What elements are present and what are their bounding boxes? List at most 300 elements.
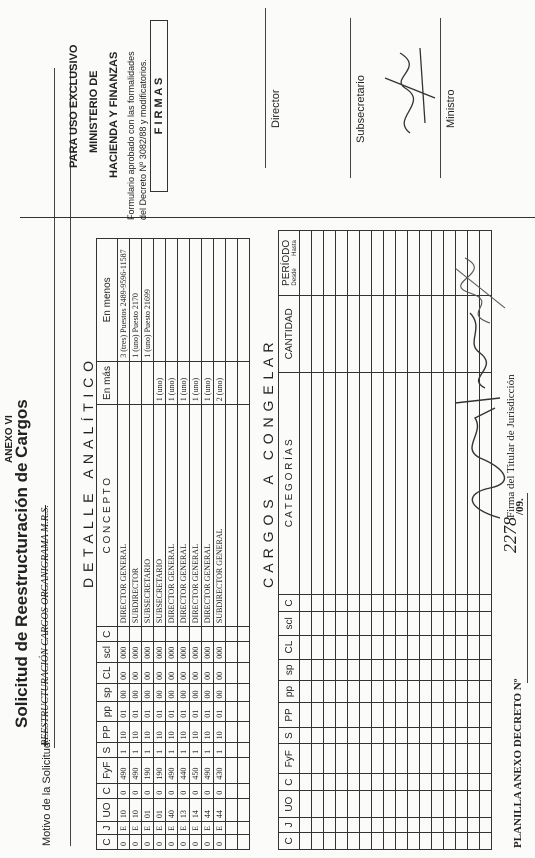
annex-label: ANEXO VI	[4, 415, 15, 463]
ministro-signature	[380, 38, 440, 138]
freeze-cell	[360, 727, 372, 744]
detail-cell: 00	[118, 683, 130, 702]
freeze-cell	[336, 635, 348, 659]
detail-cell: DIRECTOR GENERAL	[178, 405, 190, 627]
freeze-col-header: C	[279, 832, 300, 849]
ministro-label: Ministro	[445, 89, 457, 128]
detail-cell: 000	[214, 642, 226, 662]
detail-cell: 44	[202, 798, 214, 821]
freeze-cell	[384, 832, 396, 849]
freeze-cell	[312, 681, 324, 703]
freeze-col-header: PP	[279, 703, 300, 728]
detail-cell: 0	[142, 834, 154, 849]
freeze-cell	[456, 727, 468, 744]
freeze-cell	[420, 818, 432, 833]
freeze-cell	[372, 635, 384, 659]
detail-cell	[130, 627, 142, 642]
detail-col-header: C	[97, 627, 118, 642]
detail-col-header: UO	[97, 798, 118, 821]
detail-cell: 00	[154, 683, 166, 702]
detail-cell: 0	[118, 834, 130, 849]
detail-col-header: scl	[97, 642, 118, 662]
freeze-cell	[360, 773, 372, 790]
detail-cell	[226, 239, 238, 362]
freeze-cell	[396, 295, 408, 372]
freeze-cell	[348, 727, 360, 744]
detail-col-header: J	[97, 822, 118, 835]
freeze-cell	[396, 231, 408, 296]
freeze-empty-row	[300, 231, 312, 850]
freeze-cell	[384, 635, 396, 659]
freeze-cell	[396, 791, 408, 818]
detail-cell: 000	[178, 642, 190, 662]
detail-cell: 000	[142, 642, 154, 662]
detail-cell: 490	[166, 757, 178, 783]
detail-cell	[226, 798, 238, 821]
freeze-cell	[396, 594, 408, 611]
director-label: Director	[270, 89, 282, 128]
freeze-cell	[348, 703, 360, 728]
freeze-cell	[360, 744, 372, 773]
freeze-cell	[408, 791, 420, 818]
detail-cell	[190, 239, 202, 362]
detail-cell	[226, 834, 238, 849]
detail-cell: 0	[166, 834, 178, 849]
freeze-cell	[312, 703, 324, 728]
detail-cell: 1 (uno)	[190, 361, 202, 404]
freeze-cell	[432, 832, 444, 849]
detail-cell: 00	[178, 662, 190, 683]
detail-cell: 01	[166, 702, 178, 721]
detail-cell: 00	[202, 662, 214, 683]
freeze-cell	[468, 832, 480, 849]
freeze-cell	[336, 727, 348, 744]
freeze-cell	[372, 659, 384, 680]
freeze-cell	[312, 727, 324, 744]
freeze-cell	[348, 295, 360, 372]
detail-cell: 1	[166, 743, 178, 758]
detail-cell: 10	[214, 721, 226, 743]
detail-cell	[214, 239, 226, 362]
detail-cell: 00	[118, 662, 130, 683]
detail-cell: 01	[130, 702, 142, 721]
detail-col-header: CL	[97, 662, 118, 683]
freeze-cell	[420, 372, 432, 594]
detail-cell: 44	[214, 798, 226, 821]
detail-cell: DIRECTOR GENERAL	[202, 405, 214, 627]
freeze-cell	[468, 727, 480, 744]
freeze-cell	[396, 744, 408, 773]
detail-cell: 10	[130, 798, 142, 821]
freeze-empty-row	[432, 231, 444, 850]
subsecretario-line	[350, 18, 351, 178]
detail-cell: 000	[118, 642, 130, 662]
freeze-cell	[300, 773, 312, 790]
detail-cell	[166, 627, 178, 642]
freeze-cell	[444, 818, 456, 833]
freeze-cell	[468, 594, 480, 611]
freeze-cell	[372, 832, 384, 849]
freeze-empty-row	[384, 231, 396, 850]
motivo-label: Motivo de la Solicitud:	[41, 739, 53, 846]
freeze-cell	[372, 681, 384, 703]
detail-cell: 490	[130, 757, 142, 783]
detail-cell: E	[190, 822, 202, 835]
detail-cell: 00	[190, 662, 202, 683]
detail-cell	[226, 702, 238, 721]
freeze-cell	[480, 703, 492, 728]
freeze-cell	[420, 773, 432, 790]
freeze-cell	[336, 832, 348, 849]
detail-cell: 01	[142, 702, 154, 721]
detail-cell: DIRECTOR GENERAL	[190, 405, 202, 627]
freeze-cell	[324, 295, 336, 372]
freeze-cell	[420, 681, 432, 703]
freeze-cell	[300, 635, 312, 659]
freeze-cell	[420, 832, 432, 849]
detail-cell: 01	[142, 798, 154, 821]
freeze-cell	[420, 744, 432, 773]
freeze-cell	[480, 659, 492, 680]
detail-cell: 1	[118, 743, 130, 758]
decree-underline	[527, 493, 528, 683]
freeze-cell	[432, 703, 444, 728]
detail-cell: 0	[178, 834, 190, 849]
detail-cell	[226, 757, 238, 783]
detail-empty-row	[238, 239, 250, 850]
freeze-cell	[324, 372, 336, 594]
freeze-cell	[468, 818, 480, 833]
detail-cell: 0	[214, 834, 226, 849]
freeze-col-header: CL	[279, 635, 300, 659]
motivo-underline-2	[70, 66, 71, 846]
detail-cell: 00	[130, 662, 142, 683]
titular-signature-2	[450, 248, 510, 328]
detail-cell: 10	[178, 721, 190, 743]
freeze-cell	[300, 791, 312, 818]
freeze-cell	[432, 594, 444, 611]
detail-cell: 1 (uno)	[154, 361, 166, 404]
planilla-label: PLANILLA ANEXO DECRETO Nº	[512, 678, 524, 848]
detail-cell: DIRECTOR GENERAL	[166, 405, 178, 627]
freeze-cell	[372, 295, 384, 372]
detail-cell: 01	[214, 702, 226, 721]
freeze-col-header: sp	[279, 659, 300, 680]
freeze-cell	[396, 635, 408, 659]
detail-cell	[202, 627, 214, 642]
subsecretario-label: Subsecretario	[355, 75, 367, 143]
detail-cell: E	[154, 822, 166, 835]
freeze-cell	[312, 832, 324, 849]
freeze-cell	[372, 703, 384, 728]
detail-cell: 190	[154, 757, 166, 783]
freeze-col-header	[279, 231, 300, 296]
freeze-cell	[408, 612, 420, 635]
detail-cell: 10	[190, 721, 202, 743]
freeze-cell	[468, 635, 480, 659]
freeze-col-header: S	[279, 727, 300, 744]
detail-table	[96, 238, 250, 850]
freeze-cell	[432, 659, 444, 680]
detail-cell	[238, 405, 250, 627]
detail-cell	[238, 834, 250, 849]
freeze-cell	[360, 791, 372, 818]
detail-cell: 490	[202, 757, 214, 783]
detail-heading: D E T A L L E A N A L Í T I C O	[80, 359, 96, 588]
freeze-cell	[324, 727, 336, 744]
freeze-cell	[324, 703, 336, 728]
detail-cell: 01	[154, 798, 166, 821]
detail-cell: SUBSECRETARIO	[142, 405, 154, 627]
detail-cell: 430	[214, 757, 226, 783]
freeze-cell	[336, 791, 348, 818]
freeze-cell	[468, 659, 480, 680]
freeze-cell	[480, 832, 492, 849]
period-sub-label: Hasta	[291, 240, 298, 256]
freeze-cell	[444, 681, 456, 703]
freeze-cell	[336, 818, 348, 833]
motivo-value: REESTRUCTURACIÓN CARGOS ORGANIGRAMA M.R.S.	[40, 505, 51, 746]
freeze-cell	[312, 612, 324, 635]
detail-cell: 01	[178, 702, 190, 721]
freeze-cell	[384, 744, 396, 773]
detail-cell: 000	[166, 642, 178, 662]
freeze-cell	[312, 791, 324, 818]
freeze-cell	[480, 773, 492, 790]
detail-cell: 0	[142, 783, 154, 798]
detail-cell: 000	[202, 642, 214, 662]
detail-col-header: PP	[97, 721, 118, 743]
freeze-cell	[408, 295, 420, 372]
motivo-underline	[54, 68, 55, 748]
freeze-cell	[312, 635, 324, 659]
freeze-cell	[444, 612, 456, 635]
freeze-col-header: scl	[279, 612, 300, 635]
freeze-cell	[396, 703, 408, 728]
detail-row	[154, 239, 166, 850]
detail-cell	[226, 627, 238, 642]
freeze-cell	[360, 832, 372, 849]
detail-header-row	[97, 239, 118, 850]
freeze-cell	[444, 832, 456, 849]
freeze-cell	[456, 832, 468, 849]
detail-row	[118, 239, 130, 850]
freeze-cell	[408, 703, 420, 728]
freeze-cell	[324, 635, 336, 659]
detail-cell	[130, 361, 142, 404]
detail-cell: 0	[154, 783, 166, 798]
freeze-cell	[360, 681, 372, 703]
detail-cell: E	[178, 822, 190, 835]
detail-cell: 0	[190, 834, 202, 849]
freeze-cell	[396, 773, 408, 790]
freeze-cell	[372, 791, 384, 818]
freeze-cell	[408, 635, 420, 659]
freeze-col-header: CANTIDAD	[279, 295, 300, 372]
freeze-cell	[420, 231, 432, 296]
freeze-cell	[324, 231, 336, 296]
detail-cell: 0	[202, 834, 214, 849]
freeze-cell	[384, 594, 396, 611]
freeze-cell	[468, 791, 480, 818]
freeze-cell	[336, 295, 348, 372]
detail-cell	[226, 361, 238, 404]
detail-col-header: pp	[97, 702, 118, 721]
freeze-cell	[420, 791, 432, 818]
detail-cell: 1	[154, 743, 166, 758]
freeze-cell	[432, 612, 444, 635]
freeze-cell	[396, 659, 408, 680]
freeze-cell	[312, 773, 324, 790]
freeze-cell	[324, 832, 336, 849]
freeze-cell	[408, 594, 420, 611]
freeze-col-header: C	[279, 773, 300, 790]
freeze-cell	[300, 681, 312, 703]
freeze-cell	[420, 703, 432, 728]
freeze-cell	[456, 773, 468, 790]
freeze-cell	[348, 659, 360, 680]
detail-cell: 000	[130, 642, 142, 662]
freeze-cell	[384, 791, 396, 818]
detail-cell: 490	[118, 757, 130, 783]
detail-cell: 01	[190, 702, 202, 721]
detail-cell	[226, 683, 238, 702]
detail-cell: 0	[178, 783, 190, 798]
freeze-cell	[336, 594, 348, 611]
detail-row	[130, 239, 142, 850]
freeze-cell	[348, 818, 360, 833]
detail-cell	[190, 627, 202, 642]
director-line	[265, 8, 266, 168]
freeze-cell	[372, 372, 384, 594]
detail-row	[214, 239, 226, 850]
freeze-header-row	[279, 231, 300, 850]
freeze-cell	[360, 818, 372, 833]
freeze-cell	[408, 681, 420, 703]
detail-col-header: S	[97, 743, 118, 758]
detail-cell: 10	[118, 798, 130, 821]
freeze-cell	[312, 659, 324, 680]
detail-cell: 10	[130, 721, 142, 743]
detail-col-header: En menos	[97, 239, 118, 362]
freeze-cell	[480, 818, 492, 833]
freeze-cell	[384, 295, 396, 372]
freeze-heading: C A R G O S A C O N G E L A R	[260, 341, 276, 588]
detail-cell: 3 (tres) Puestos 2489-9596-11587	[118, 239, 130, 362]
detail-cell	[238, 798, 250, 821]
detail-cell	[178, 239, 190, 362]
freeze-cell	[456, 594, 468, 611]
freeze-cell	[432, 681, 444, 703]
freeze-cell	[384, 773, 396, 790]
freeze-empty-row	[312, 231, 324, 850]
freeze-empty-row	[408, 231, 420, 850]
detail-cell: 1 (uno)	[202, 361, 214, 404]
detail-cell	[226, 743, 238, 758]
freeze-cell	[384, 231, 396, 296]
freeze-cell	[468, 744, 480, 773]
freeze-col-header: FyF	[279, 744, 300, 773]
freeze-cell	[384, 727, 396, 744]
detail-cell: E	[118, 822, 130, 835]
freeze-cell	[480, 681, 492, 703]
detail-cell: 10	[154, 721, 166, 743]
detail-cell: 14	[190, 798, 202, 821]
detail-cell: 2 (uno)	[214, 361, 226, 404]
detail-cell	[226, 405, 238, 627]
freeze-cell	[360, 594, 372, 611]
freeze-cell	[468, 681, 480, 703]
detail-empty-row	[226, 239, 238, 850]
freeze-cell	[336, 773, 348, 790]
form-note-1: Formulario aprobado con las formalidades	[126, 51, 136, 220]
freeze-cell	[480, 612, 492, 635]
detail-cell: DIRECTOR GENERAL	[118, 405, 130, 627]
freeze-cell	[348, 372, 360, 594]
freeze-cell	[324, 612, 336, 635]
detail-cell: 1 (uno)	[178, 361, 190, 404]
detail-cell: 1	[214, 743, 226, 758]
freeze-cell	[396, 612, 408, 635]
freeze-cell	[300, 372, 312, 594]
detail-cell: 00	[142, 683, 154, 702]
detail-cell: 01	[154, 702, 166, 721]
detail-cell: 40	[166, 798, 178, 821]
detail-cell	[202, 239, 214, 362]
exclusive-line-2: MINISTERIO DE	[88, 70, 100, 153]
freeze-cell	[384, 703, 396, 728]
freeze-cell	[360, 703, 372, 728]
freeze-cell	[480, 744, 492, 773]
freeze-cell	[384, 612, 396, 635]
freeze-cell	[336, 681, 348, 703]
freeze-cell	[408, 818, 420, 833]
detail-cell	[178, 627, 190, 642]
freeze-cell	[372, 818, 384, 833]
detail-row	[166, 239, 178, 850]
freeze-cell	[396, 832, 408, 849]
detail-cell	[238, 757, 250, 783]
freeze-cell	[312, 295, 324, 372]
freeze-cell	[348, 744, 360, 773]
freeze-cell	[336, 612, 348, 635]
signature-caption: Firma del Titular de Jurisdicción	[505, 374, 517, 518]
page-title: Solicitud de Reestructuración de Cargos	[12, 399, 31, 728]
period-label: PERÍODO	[280, 239, 292, 286]
freeze-col-header: J	[279, 818, 300, 833]
freeze-cell	[432, 635, 444, 659]
freeze-empty-row	[396, 231, 408, 850]
detail-cell: 1	[202, 743, 214, 758]
freeze-cell	[456, 681, 468, 703]
freeze-cell	[480, 791, 492, 818]
detail-cell	[226, 662, 238, 683]
freeze-cell	[360, 231, 372, 296]
freeze-empty-row	[372, 231, 384, 850]
freeze-cell	[432, 818, 444, 833]
freeze-cell	[372, 727, 384, 744]
freeze-cell	[336, 659, 348, 680]
freeze-cell	[324, 791, 336, 818]
detail-cell: 10	[202, 721, 214, 743]
freeze-cell	[300, 727, 312, 744]
detail-cell: 00	[214, 662, 226, 683]
detail-cell	[238, 783, 250, 798]
freeze-cell	[420, 659, 432, 680]
freeze-cell	[312, 744, 324, 773]
freeze-cell	[432, 773, 444, 790]
detail-cell	[226, 642, 238, 662]
